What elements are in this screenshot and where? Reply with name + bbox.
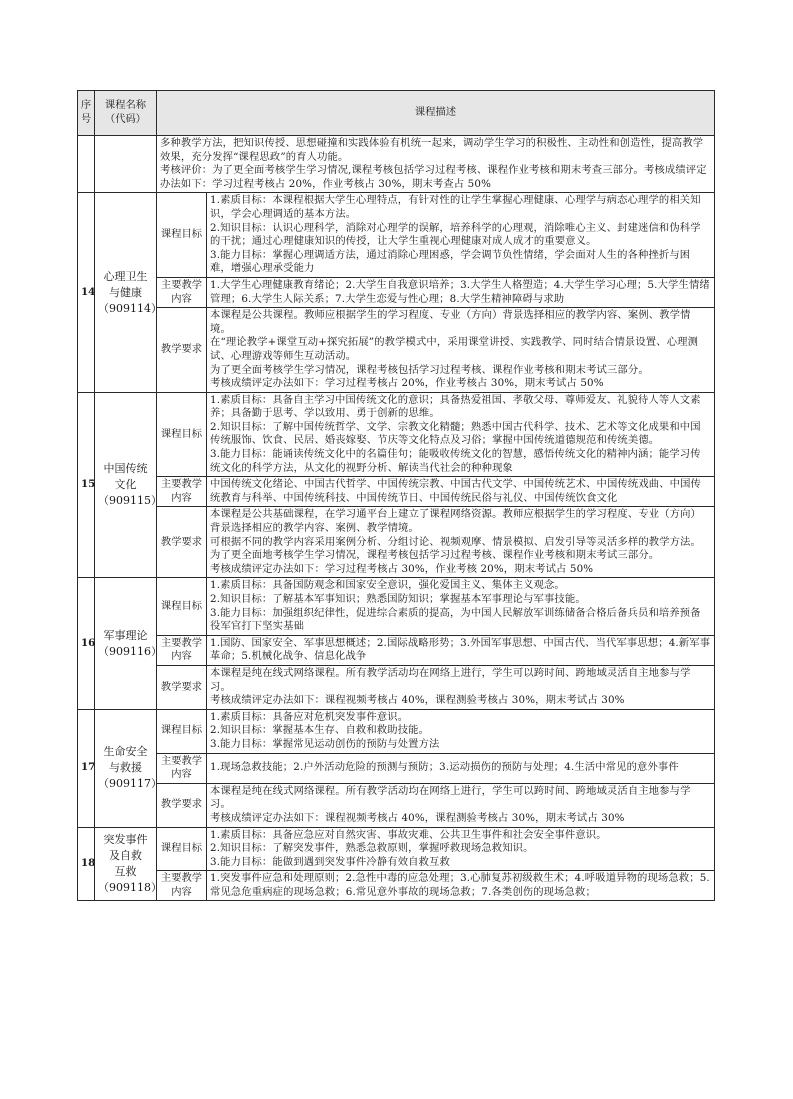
desc-paragraph: 2.知识目标：掌握基本生存、自救和救助技能。 [210,724,430,737]
section-label-line: 内容 [171,292,192,305]
course-name-line: 中国传统 [103,462,148,476]
section-label [157,753,207,783]
course-table [77,90,715,901]
section-label-line: 主要教学 [160,278,203,291]
section-label-line: 课程目标 [160,427,203,440]
desc-paragraph: 1.突发事件应急和处理原则；2.急性中毒的应急处理；3.心肺复苏初级救生术；4.呼吸道异物的现场急救；5.常见急危重病症的现场急救；6.常见意外事故的现场急救；7.各类创伤的现场急救； [210,872,710,898]
course-name-line: 与健康 [109,285,142,299]
section-description [207,193,715,278]
course-name-line: （909118） [98,880,162,894]
seq-cell-empty [78,136,95,193]
section-description [207,871,715,901]
section-label-line: 教学要求 [160,343,203,356]
section-label-line: 课程目标 [160,842,203,855]
section-label [157,635,207,665]
desc-paragraph: 考核成绩评定办法如下：学习过程考核占 30%，作业考核 20%，期末考试占 50% [210,562,594,575]
course-17-row [78,709,715,753]
header-course-desc: 课程描述 [157,91,715,136]
desc-paragraph: 在“理论教学+课堂互动+探究拓展”的教学模式中，采用课堂讲授、实践教学、同时结合情景设置、心理测试、心理游戏等师生互动活动。 [210,336,699,362]
desc-paragraph: 3.能力目标：加强组织纪律性，促进综合素质的提高，为中国人民解放军训练储备合格后备兵员和培养预备役军官打下坚实基础 [210,606,701,633]
course-14-row [78,308,715,393]
section-label-line: 主要教学 [160,754,203,767]
course-name-line: 互救 [114,864,137,878]
course-name-line: （909117） [98,777,162,791]
course-name-line: 与救援 [109,761,142,775]
desc-paragraph: 3.能力目标：掌握常见运动创伤的预防与处置方法 [210,737,440,750]
course-name [95,578,162,709]
table-body [78,136,715,901]
section-label-line: 内容 [171,491,192,504]
course-name-line: 心理卫生 [103,269,148,283]
course-14-row [78,277,715,307]
course-name [95,392,162,578]
section-label-line: 课程目标 [160,599,203,612]
section-label [157,507,207,578]
desc-paragraph: 中国传统文化绪论、中国古代哲学、中国传统宗教、中国古代文学、中国传统艺术、中国传统戏曲、中国传统教育与科举、中国传统科技、中国传统节日、中国传统民俗与礼仪、中国传统饮食文化 [210,478,702,504]
section-description [207,277,715,307]
desc-paragraph: 1.素质目标：具备国防观念和国家安全意识，强化爱国主义、集体主义观念。 [210,579,565,592]
section-label-line: 教学要求 [160,535,203,548]
course-name-line: 军事理论 [103,628,148,642]
course-17-row [78,783,715,827]
course-name-line: （909116） [98,644,162,658]
course-15-row [78,392,715,477]
desc-paragraph: 多种教学方法，把知识传授、思想碰撞和实践体验有机统一起来，调动学生学习的积极性、主动性和创造性，提高教学效果，充分发挥“课程思政”的育人功能。 [160,137,704,163]
desc-paragraph: 考核成绩评定办法如下：学习过程考核占 20%，作业考核占 30%，期末考试占 50% [210,377,604,390]
desc-paragraph: 3.能力目标：能做到遇到突发事件冷静有效自救互救 [210,855,450,868]
course-16-row [78,635,715,665]
desc-paragraph: 考核成绩评定办法如下：课程视频考核占 40%，课程测验考核占 30%，期末考试占 30% [210,811,625,824]
course-18-row [78,871,715,901]
section-label [157,578,207,635]
course-15-row [78,507,715,578]
desc-paragraph: 为了更全面地考核学生学习情况，课程考核包括学习过程考核、课程作业考核和期末考试三部分。 [210,549,660,562]
desc-paragraph: 2.知识目标：了解基本军事知识；熟悉国防知识；掌握基本军事理论与军事技能。 [210,593,586,605]
desc-paragraph: 考核评价：为了更全面考核学生学习情况,课程考核包括学习过程考核、课程作业考核和期末考查三部分。考核成绩评定办法如下：学习过程考核占 20%，作业考核占 30%，期末考查占 50% [160,164,707,190]
desc-paragraph: 考核成绩评定办法如下：课程视频考核占 40%，课程测验考核占 30%，期末考试占 30% [210,694,625,707]
header-text-line: 序 [80,99,92,112]
desc-paragraph: 1.现场急救技能；2.户外活动危险的预测与预防；3.运动损伤的预防与处理；4.生活中常见的意外事件 [210,761,679,774]
section-label-line: 内容 [171,885,192,898]
section-label [157,709,207,753]
section-description [207,578,715,635]
header-text-line: 课程名称 [104,99,147,112]
section-description [207,308,715,393]
desc-paragraph: 2.知识目标：了解中国传统哲学、文学、宗教文化精髓；熟悉中国古代科学、技术、艺术等文化成果和中国传统服饰、饮食、民居、婚丧嫁娶、节庆等文化特点及习俗；掌握中国传统道德规范和传统美德。 [210,420,701,447]
desc-paragraph: 3.能力目标：掌握心理调适方法，通过消除心理困惑，学会调节负性情绪，学会面对人生的各种挫折与困难，增强心理承受能力 [210,248,691,275]
course-17-row [78,753,715,783]
desc-paragraph: 1.素质目标：具备应急应对自然灾害、事故灾难、公共卫生事件和社会安全事件意识。 [210,828,607,841]
continuation-row [78,136,715,193]
section-label-line: 主要教学 [160,872,203,885]
desc-paragraph: 2.知识目标：认识心理科学，消除对心理学的误解，培养科学的心理观，消除唯心主义、封建迷信和伪科学的干扰；通过心理健康知识的传授，让大学生重视心理健康对成人成才的重要意义。 [210,221,701,248]
section-description [207,783,715,827]
section-description [207,753,715,783]
course-number: 14 [78,193,95,392]
section-description [207,665,715,709]
section-label-line: 教学要求 [160,798,203,811]
course-16-row [78,665,715,709]
section-description [207,507,715,578]
section-label-line: 教学要求 [160,680,203,693]
desc-paragraph: 1.国防、国家安全、军事思想概述；2.国际战略形势；3.外国军事思想、中国古代、当代军事思想；4.新军事革命；5.机械化战争、信息化战争 [210,636,711,663]
section-description [207,392,715,477]
course-name-line: 及自救 [109,848,142,862]
section-label [157,277,207,307]
course-name-line: 生命安全 [103,745,148,759]
section-label [157,193,207,278]
desc-paragraph: 本课程是纯在线式网络课程。所有教学活动均在网络上进行，学生可以跨时间、跨地域灵活自主地参与学习。 [210,784,691,811]
desc-paragraph: 本课程是公共课程。教师应根据学生的学习程度、专业（方向）背景选择相应的教学内容、案例、教学情境。 [210,309,691,335]
section-label [157,871,207,901]
course-name-line: （909114） [98,301,162,315]
course-name-line: （909115） [98,494,162,508]
course-14-row [78,193,715,278]
header-seq [78,91,95,136]
header-course-name [95,91,157,136]
section-description [207,827,715,871]
desc-paragraph: 1.素质目标：本课程根据大学生心理特点，有针对性的让学生掌握心理健康、心理学与病态心理学的相关知识，学会心理调适的基本方法。 [210,194,701,220]
course-name [95,827,162,901]
desc-paragraph: 1.素质目标：具备自主学习中国传统文化的意识；具备热爱祖国、孝敬父母、尊师爱友、礼貌待人等人文素养；具备勤于思考、学以致用、勇于创新的思维。 [210,393,701,420]
desc-paragraph: 可根据不同的教学内容采用案例分析、分组讨论、视频观摩、情景模拟、启发引导等灵活多样的教学方法。 [210,535,702,548]
header-text-line: （代码） [104,113,147,125]
header-text-line: 号 [80,113,92,125]
course-number: 16 [78,578,95,709]
course-15-row [78,477,715,507]
desc-paragraph: 2.知识目标：了解突发事件，熟悉急救原则，掌握呼救现场急救知识。 [210,842,534,855]
desc-paragraph: 本课程是公共基础课程，在学习通平台上建立了课程网络资源。教师应根据学生的学习程度、专业（方向）背景选择相应的教学内容、案例、教学情境。 [210,508,702,535]
section-label-line: 内容 [171,650,192,663]
course-name [95,193,162,392]
desc-paragraph: 1.素质目标：具备应对危机突发事件意识。 [210,710,409,723]
course-name-line: 突发事件 [103,832,148,846]
course-16-row [78,578,715,635]
section-label [157,665,207,709]
course-name-line: 文化 [114,478,137,492]
desc-paragraph: 为了更全面考核学生学习情况，课程考核包括学习过程考核、课程作业考核和期末考试三部分。 [210,363,649,376]
section-label-line: 课程目标 [160,724,203,737]
desc-paragraph: 1.大学生心理健康教育绪论；2.大学生自我意识培养；3.大学生人格塑造；4.大学生学习心理；5.大学生情绪管理；6.大学生人际关系；7.大学生恋爱与性心理；8.大学生精神障碍与求助 [210,278,710,305]
course-18-row [78,827,715,871]
desc-paragraph: 本课程是纯在线式网络课程。所有教学活动均在网络上进行，学生可以跨时间、跨地域灵活自主地参与学习。 [210,666,691,693]
desc-paragraph: 3.能力目标：能诵读传统文化中的名篇佳句；能吸收传统文化的智慧，感悟传统文化的精神内涵；能学习传统文化的科学方法，从文化的视野分析、解读当代社会的种种现象 [210,448,701,474]
course-number: 18 [78,827,95,901]
table-header-row [78,91,715,136]
section-label [157,477,207,507]
section-label [157,783,207,827]
section-description [207,477,715,507]
name-cell-empty [95,136,157,193]
section-description [207,709,715,753]
course-name [95,709,162,827]
section-label [157,827,207,871]
section-label-line: 课程目标 [160,228,203,241]
section-label-line: 主要教学 [160,478,203,491]
course-number: 17 [78,709,95,827]
section-label [157,392,207,477]
section-label [157,308,207,393]
section-label-line: 内容 [171,768,192,781]
course-number: 15 [78,392,95,578]
section-label-line: 主要教学 [160,636,203,649]
section-description [207,635,715,665]
continuation-desc [157,136,715,193]
